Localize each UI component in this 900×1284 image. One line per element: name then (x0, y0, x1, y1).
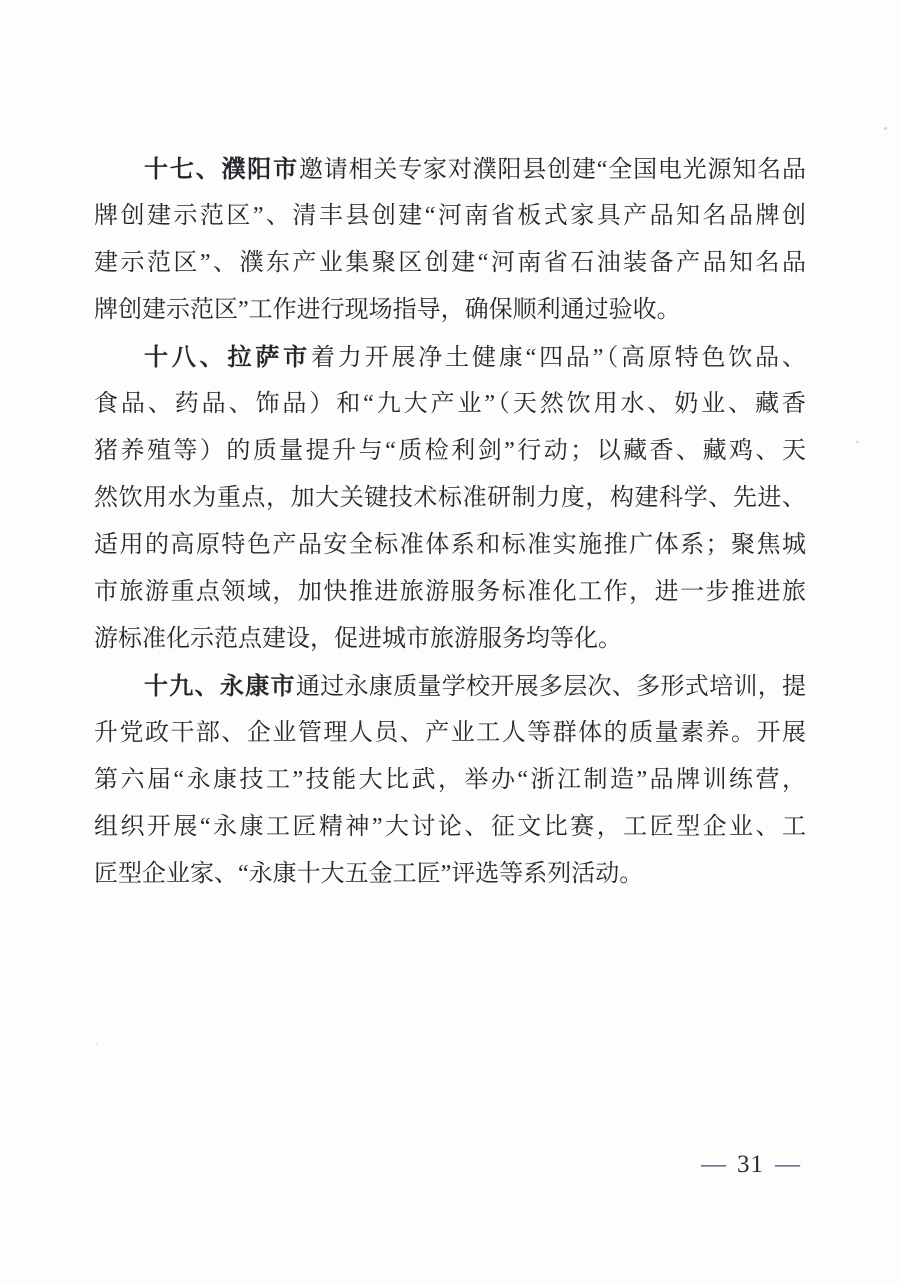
text-line: 游标准化示范点建设，促进城市旅游服务均等化。 (94, 626, 622, 652)
paragraph-heading: 十七、濮阳市 (144, 156, 299, 183)
paragraph (94, 146, 806, 334)
text-line: 建示范区”、濮东产业集聚区创建“河南省石油装备产品知名品 (94, 250, 806, 276)
paragraph-heading: 十九、永康市 (144, 673, 296, 700)
text-line: 适用的高原特色产品安全标准体系和标准实施推广体系；聚焦城 (94, 532, 806, 558)
text-line: 然饮用水为重点，加大关键技术标准研制力度，构建科学、先进、 (94, 485, 806, 511)
page-number: 31 (737, 1151, 764, 1178)
page-number-dash-left: — (701, 1151, 726, 1178)
text-line: 十九、永康市通过永康质量学校开展多层次、多形式培训，提 (144, 673, 806, 700)
page-number-dash-right: — (775, 1151, 800, 1178)
scan-speck (96, 1043, 98, 1045)
text-line: 匠型企业家、“永康十大五金工匠”评选等系列活动。 (94, 861, 644, 887)
text-line: 市旅游重点领域，加快推进旅游服务标准化工作，进一步推进旅 (94, 579, 806, 605)
text-line: 升党政干部、企业管理人员、产业工人等群体的质量素养。开展 (94, 720, 806, 746)
scan-speck (856, 441, 859, 443)
text-line: 十八、拉萨市着力开展净土健康“四品”（高原特色饮品、 (144, 344, 806, 371)
document-body (94, 146, 806, 898)
text-line: 第六届“永康技工”技能大比武，举办“浙江制造”品牌训练营， (94, 767, 806, 793)
paragraph (94, 663, 806, 898)
page-footer (701, 1148, 800, 1182)
text-line: 食品、药品、饰品）和“九大产业”（天然饮用水、奶业、藏香 (94, 391, 806, 417)
text-line: 牌创建示范区”工作进行现场指导，确保顺利通过验收。 (94, 297, 681, 323)
scan-speck (884, 127, 887, 130)
paragraph (94, 334, 806, 663)
text-line: 十七、濮阳市邀请相关专家对濮阳县创建“全国电光源知名品 (144, 156, 806, 183)
text-line: 猪养殖等）的质量提升与“质检利剑”行动；以藏香、藏鸡、天 (94, 438, 806, 464)
text-line: 组织开展“永康工匠精神”大讨论、征文比赛，工匠型企业、工 (94, 814, 806, 840)
paragraph-heading: 十八、拉萨市 (144, 344, 311, 371)
text-line: 牌创建示范区”、清丰县创建“河南省板式家具产品知名品牌创 (94, 203, 806, 229)
